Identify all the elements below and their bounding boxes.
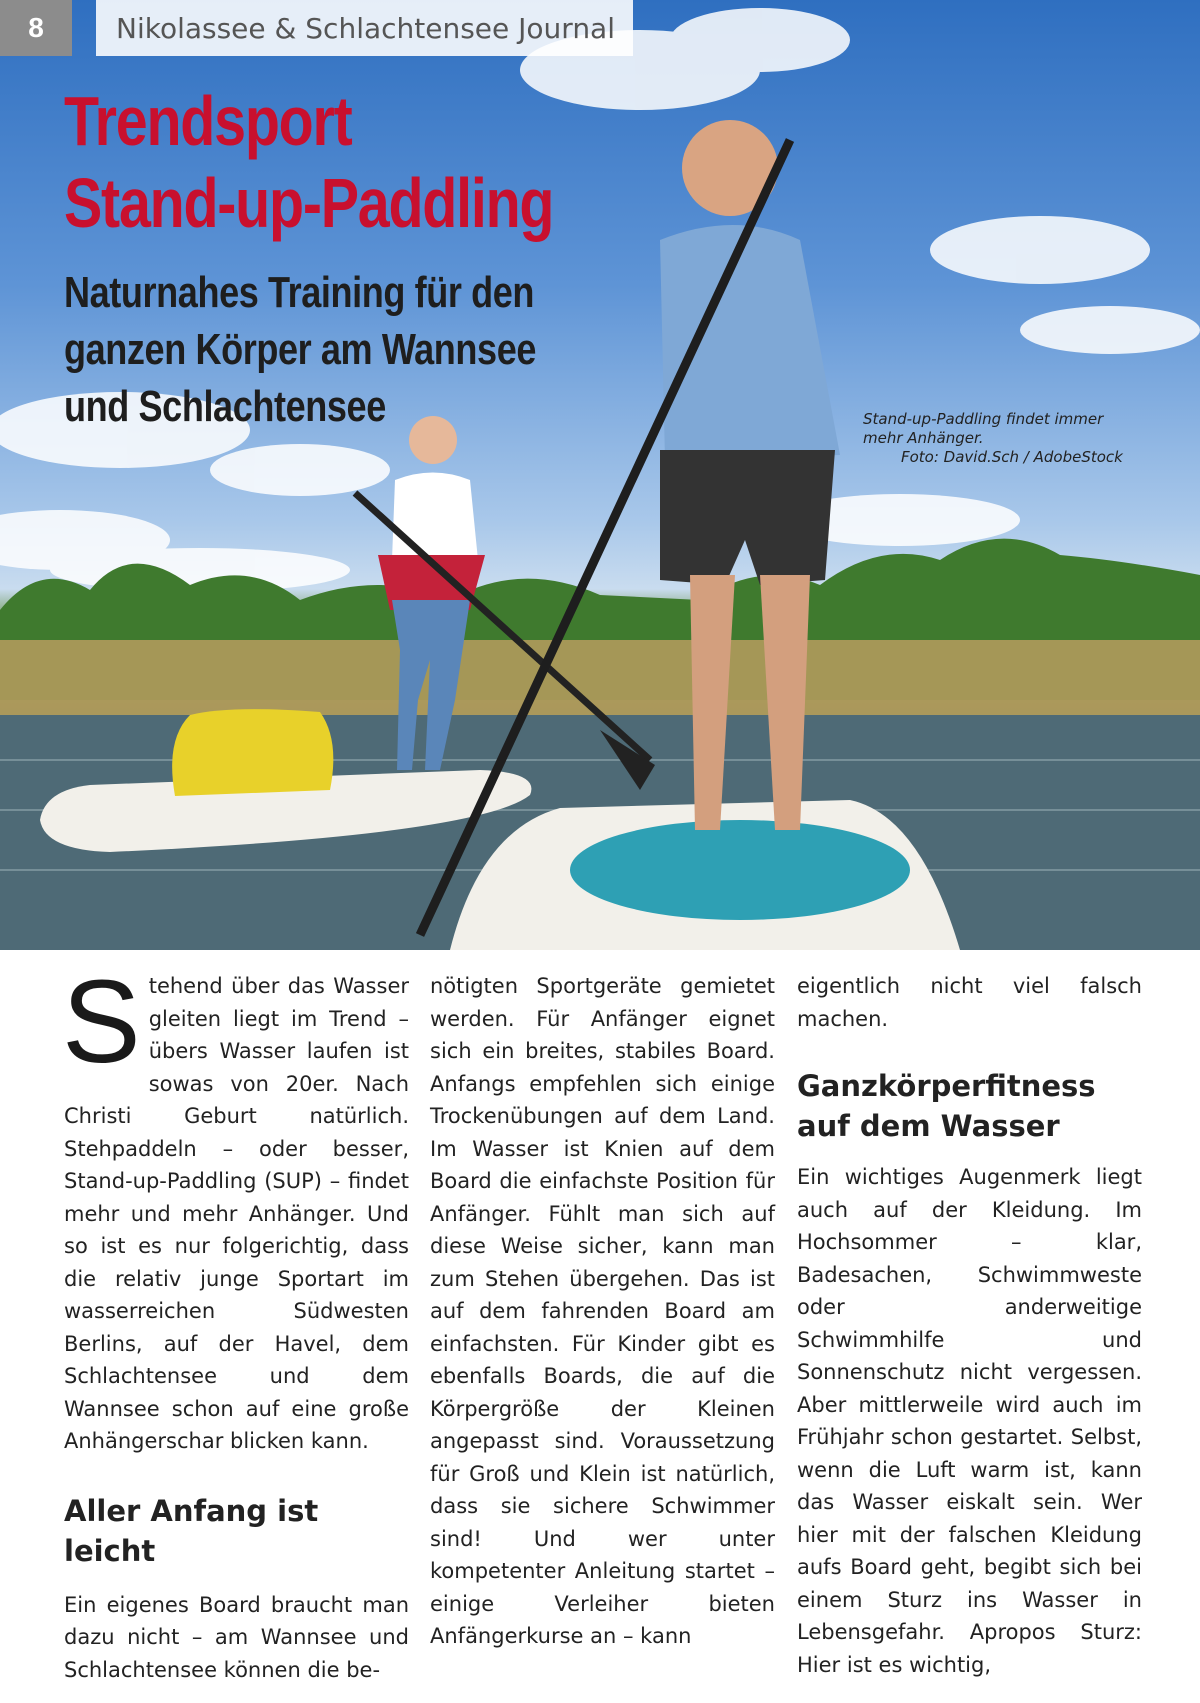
subtitle-line-2: ganzen Körper am Wannsee [64, 325, 537, 374]
intro-paragraph [62, 956, 409, 1458]
caption-line-2: mehr Anhänger. [863, 429, 984, 447]
title-line-1: Trendsport [64, 82, 352, 160]
dry-bag [172, 709, 333, 796]
journal-name: Nikolassee & Schlachtensee Journal [96, 0, 633, 56]
heading-2-line-1: Ganzkörperfitness [797, 1069, 1096, 1103]
reeds [0, 640, 1200, 720]
article-subtitle [64, 264, 536, 435]
section-heading-2 [797, 1066, 1142, 1146]
section-heading-1: Aller Anfang ist leicht [64, 1493, 319, 1568]
text-column-1 [62, 956, 409, 1686]
photo-credit: Foto: David.Sch / AdobeStock [901, 448, 1123, 466]
page-number: 8 [0, 0, 72, 56]
intro-text: tehend über das Wasser gleiten liegt im Trend – übers Wasser laufen ist sowas von 20er. Nach Christi Geburt natürlich. Stehpaddeln – oder besser, Stand-up-Paddling (SUP) – findet mehr und mehr Anhänger. Und so ist es nur folgerichtig, dass die relativ junge Sportart im wasserreichen Südwesten Berlins, auf der Havel, dem Schlachtensee und dem Wannsee schon auf eine große Anhängerschar blicken kann. [64, 974, 409, 1453]
text-column-2 [430, 970, 775, 1653]
paragraph-board: Ein eigenes Board braucht man dazu nicht – am Wannsee und Schlachtensee können die be- [64, 1592, 409, 1682]
caption-line-1: Stand-up-Paddling findet immer [863, 410, 1104, 428]
article-title [64, 80, 553, 244]
photo-caption [863, 410, 1163, 467]
deck-pad [570, 820, 910, 920]
paragraph-clothing: Ein wichtiges Augenmerk liegt auch auf der Kleidung. Im Hochsommer – klar, Badesachen, Schwimmweste oder anderweitige Schwimmhilfe und Sonnenschutz nicht vergessen. Aber mittlerweile wird auch im Frühjahr schon gestartet. Selbst, wenn die Luft warm ist, kann das Wasser eiskalt sein. Wer hier mit der falschen Kleidung aufs Board geht, begibt sich bei einem Sturz ins Wasser in Lebensgefahr. Apropos Sturz: Hier ist es wichtig, [797, 1165, 1142, 1677]
subtitle-line-1: Naturnahes Training für den [64, 268, 535, 317]
paragraph-rental: nötigten Sportgeräte gemietet werden. Für Anfänger eignet sich ein breites, stabiles Board. Anfangs empfehlen sich einige Trockenübungen auf dem Land. Im Wasser ist Knien auf dem Board die einfachste Position für Anfänger. Fühlt man sich auf diese Weise sicher, kann man zum Stehen übergehen. Das ist auf dem fahrenden Board am einfachsten. Für Kinder gibt es ebenfalls Boards, die auf die Körpergröße der Kleinen angepasst sind. Voraussetzung für Groß und Klein ist natürlich, dass sie sichere Schwimmer sind! Und wer unter kompetenter Anleitung startet – einige Verleiher bieten Anfängerkurse an – kann [430, 974, 775, 1648]
drop-cap: S [62, 956, 141, 1088]
text-column-3 [797, 970, 1142, 1681]
title-line-2: Stand-up-Paddling [64, 164, 554, 242]
subtitle-line-3: und Schlachtensee [64, 382, 386, 431]
paragraph-continued: eigentlich nicht viel falsch machen. [797, 974, 1142, 1031]
heading-2-line-2: auf dem Wasser [797, 1109, 1060, 1143]
